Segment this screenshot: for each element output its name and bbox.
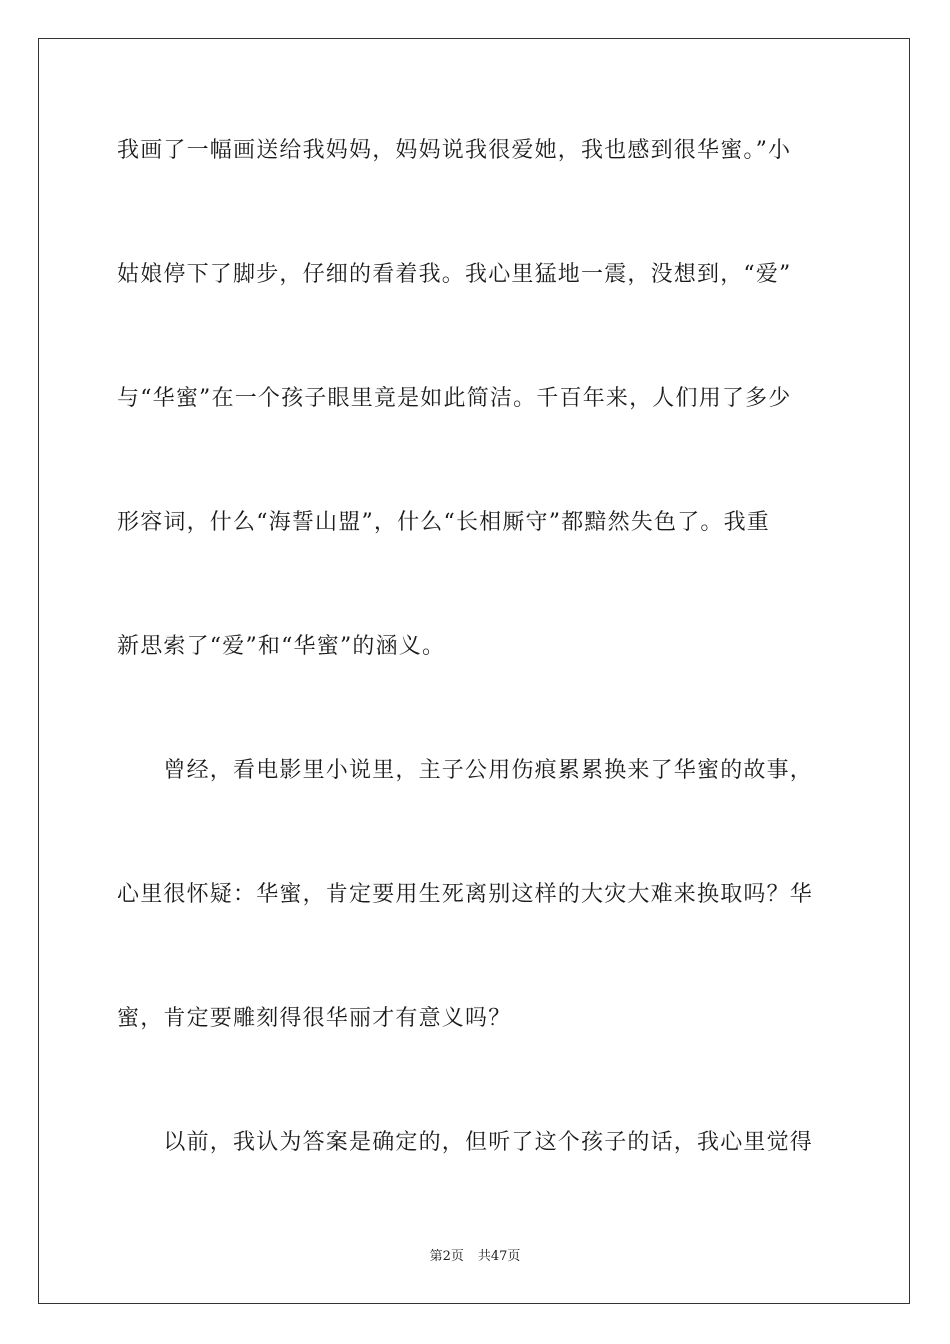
text-line-8: 蜜，肯定要雕刻得很华丽才有意义吗？ [117,1006,512,1031]
text-line-2: 姑娘停下了脚步，仔细的看着我。我心里猛地一震，没想到，“爱” [117,262,792,287]
text-line-5: 新思索了“爱”和“华蜜”的涵义。 [117,634,446,659]
text-line-7: 心里很怀疑：华蜜，肯定要用生死离别这样的大灾大难来换取吗？华 [117,882,814,907]
page-border [38,38,910,1304]
text-line-4: 形容词，什么“海誓山盟”，什么“长相厮守”都黯然失色了。我重 [117,510,770,535]
text-line-9: 以前，我认为答案是确定的，但听了这个孩子的话，我心里觉得 [117,1130,814,1155]
text-line-6: 曾经，看电影里小说里，主子公用伤痕累累换来了华蜜的故事， [117,758,814,783]
page-number: 第2页 [429,1249,464,1264]
page-footer [0,1248,950,1266]
text-line-3: 与“华蜜”在一个孩子眼里竟是如此简洁。千百年来，人们用了多少 [117,386,792,411]
total-pages: 共47页 [477,1249,521,1264]
text-line-1: 我画了一幅画送给我妈妈，妈妈说我很爱她，我也感到很华蜜。”小 [117,138,792,163]
